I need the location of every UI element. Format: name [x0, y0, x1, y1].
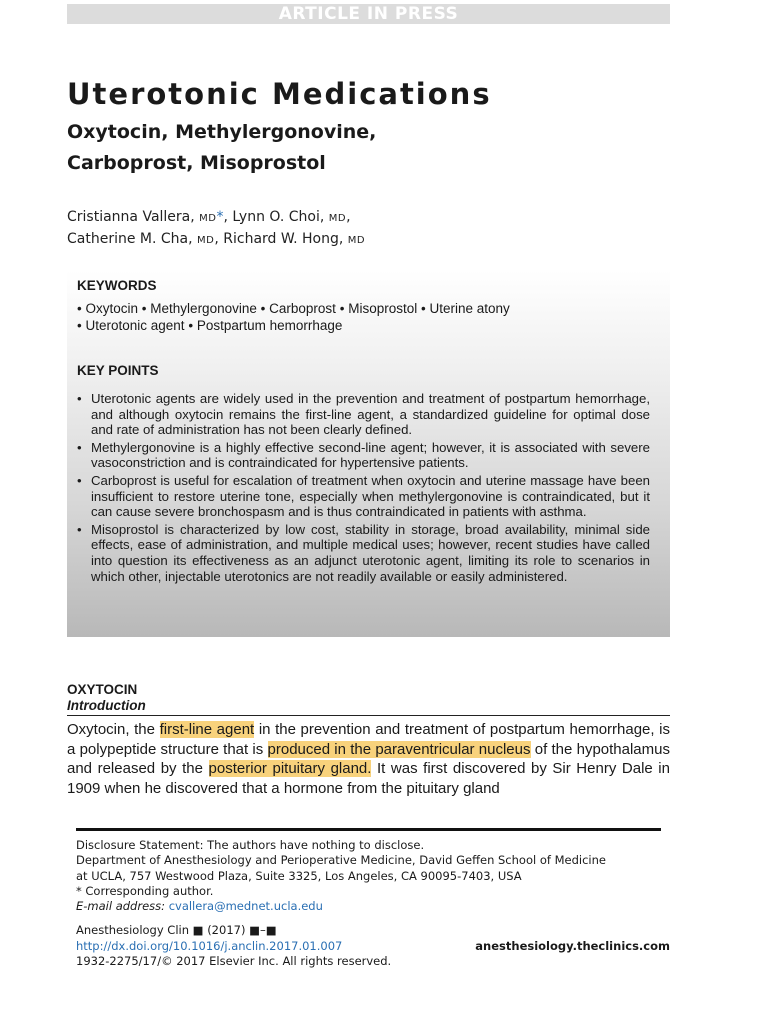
subtitle-line: Carboprost, Misoprostol	[67, 152, 326, 174]
disclosure-statement: Disclosure Statement: The authors have nothing to disclose.	[76, 838, 425, 852]
highlighted-text[interactable]: first-line agent	[159, 721, 255, 738]
keyword: Oxytocin	[85, 301, 139, 316]
author-degree: MD	[347, 235, 366, 246]
author-name: Catherine M. Cha,	[67, 231, 198, 247]
author-degree: MD	[197, 235, 215, 246]
article-title: Uterotonic Medications	[67, 77, 492, 111]
affiliation: at UCLA, 757 Westwood Plaza, Suite 3325, Los Angeles, CA 90095-7403, USA	[76, 868, 522, 883]
subtitle-line: Oxytocin, Methylergonovine,	[67, 121, 377, 143]
subsection-title: Introduction	[67, 698, 670, 716]
author-line: Catherine M. Cha, MD, Richard W. Hong, MD	[67, 231, 366, 247]
email-label: E-mail address:	[76, 899, 166, 914]
email-line	[76, 899, 670, 914]
keyword: Misoprostol	[348, 301, 418, 316]
corresponding-author-mark[interactable]: *	[216, 209, 224, 225]
keyword: Methylergonovine	[150, 301, 257, 316]
doi-link[interactable]: http://dx.doi.org/10.1016/j.anclin.2017.01.007	[76, 938, 343, 953]
author-name: Lynn O. Choi,	[232, 209, 329, 225]
key-points-list	[77, 391, 650, 584]
keyword: Uterine atony	[429, 301, 510, 316]
key-point-item: • Misoprostol is characterized by low cost, stability in storage, broad availability, minimal side effects, ease of administration, and multiple medical uses; however, recent studies have called into question its effectiveness as an adjunct uterotonic agent, limiting its role to scenarios in which other, injectable uterotonics are not readily available or easily administered.	[77, 521, 650, 584]
key-points-heading: KEY POINTS	[77, 363, 159, 378]
affiliation: Department of Anesthesiology and Perioperative Medicine, David Geffen School of Medicine	[76, 853, 606, 868]
article-subtitle	[67, 117, 487, 179]
copyright: 1932-2275/17/© 2017 Elsevier Inc. All rights reserved.	[76, 954, 392, 969]
highlighted-text[interactable]: posterior pituitary gland.	[208, 760, 372, 777]
keywords-heading: KEYWORDS	[77, 278, 157, 293]
journal-citation: Anesthesiology Clin ■ (2017) ■–■	[76, 923, 277, 938]
keyword-list: • Oxytocin • Methylergonovine • Carboprost • Misoprostol • Uterine atony • Uterotonic agent • Postpartum hemorrhage	[77, 301, 510, 333]
journal-website[interactable]: anesthesiology.theclinics.com	[475, 938, 670, 953]
author-degree: MD	[328, 213, 347, 224]
author-name: Cristianna Vallera,	[67, 209, 200, 225]
keywords-keypoints-box	[67, 270, 670, 637]
footnote-divider	[76, 828, 661, 831]
author-list	[67, 207, 627, 251]
key-point-item: • Carboprost is useful for escalation of treatment when oxytocin and uterine massage have been insufficient to restore uterine tone, especially when methylergonovine is contraindicated, but it can cause severe bronchospasm and is thus contraindicated in patients with asthma.	[77, 472, 650, 520]
footnotes	[76, 838, 670, 969]
key-point-item: • Methylergonovine is a highly effective second-line agent; however, it is associated with severe vasoconstriction and is contraindicated for hypertensive patients.	[77, 439, 650, 471]
section-header	[67, 682, 670, 716]
corresponding-note: * Corresponding author.	[76, 883, 214, 898]
highlighted-text[interactable]: produced in the paraventricular nucleus	[267, 740, 531, 758]
keyword: Postpartum hemorrhage	[196, 318, 343, 333]
author-line: Cristianna Vallera, MD*, Lynn O. Choi, MD,	[67, 209, 351, 225]
keyword: Uterotonic agent	[85, 318, 185, 333]
section-title: OXYTOCIN	[67, 682, 138, 697]
key-point-item: • Uterotonic agents are widely used in the prevention and treatment of postpartum hemorrhage, and although oxytocin remains the first-line agent, a standardized guideline for optimal dose and rate of administration has not been clearly defined.	[77, 391, 650, 438]
doi-line	[76, 939, 670, 954]
author-name: Richard W. Hong,	[223, 231, 348, 247]
article-in-press-banner: ARTICLE IN PRESS	[67, 4, 670, 24]
keyword: Carboprost	[269, 301, 336, 316]
email-link[interactable]: cvallera@mednet.ucla.edu	[168, 899, 323, 914]
author-degree: MD	[199, 213, 217, 224]
body-paragraph: Oxytocin, the first-line agent in the prevention and treatment of postpartum hemorrhage, is a polypeptide structure that is produced in the paraventricular nucleus of the hypothalamus and released by the posterior pituitary gland. It was first discovered by Sir Henry Dale in 1909 when he discovered that a hormone from the pituitary gland	[67, 721, 671, 797]
